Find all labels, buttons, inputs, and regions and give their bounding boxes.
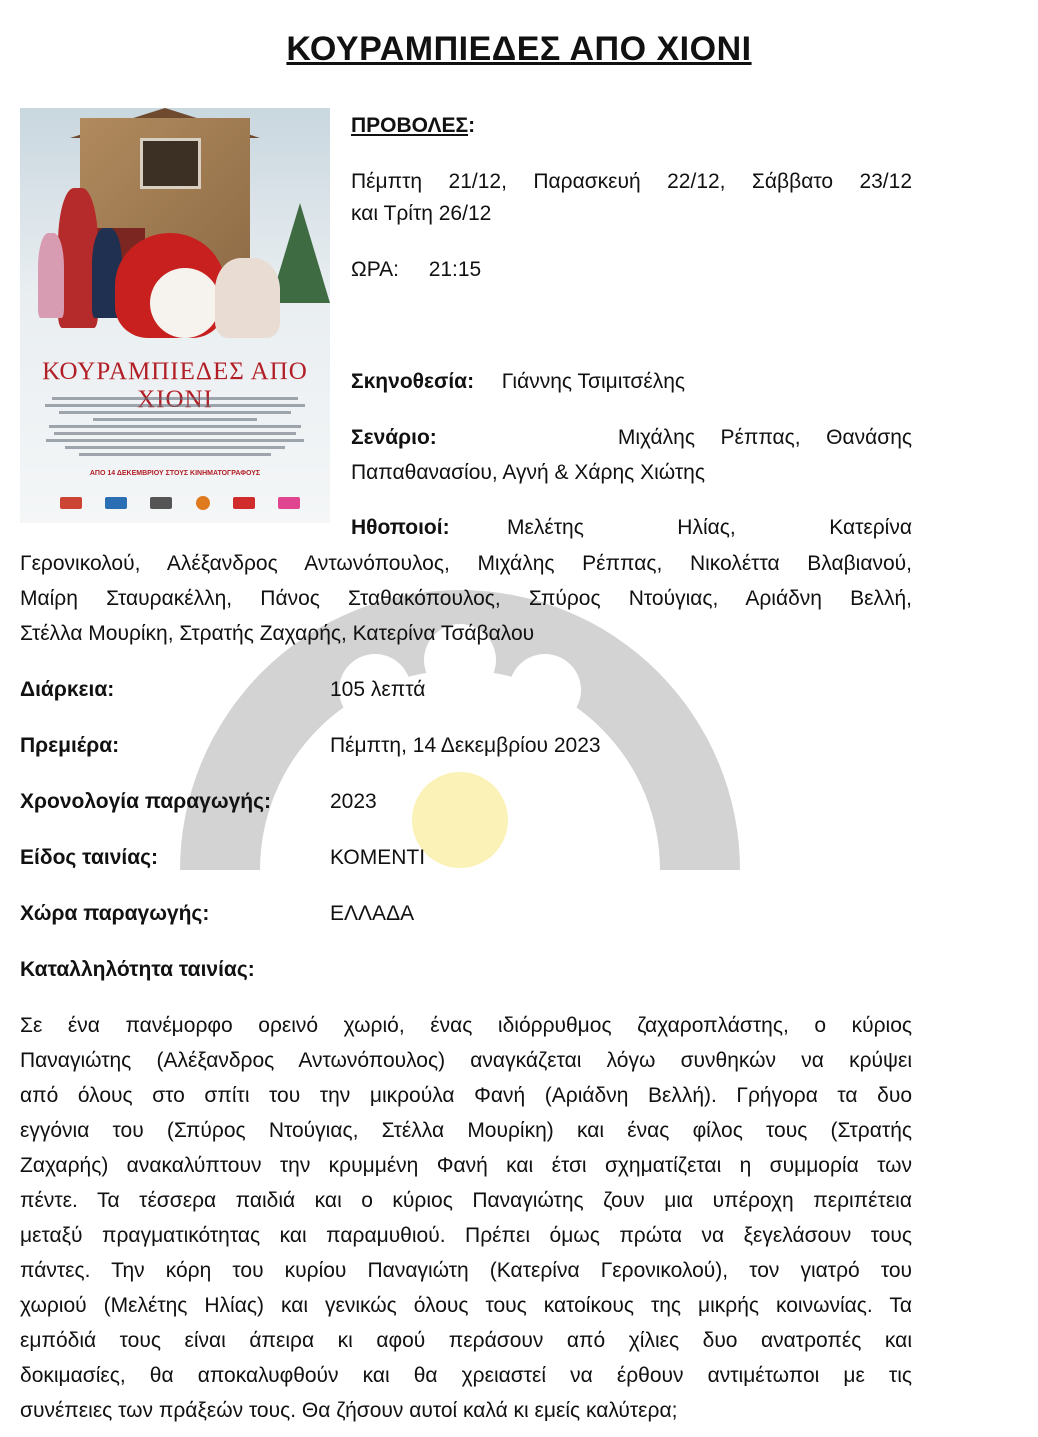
screenplay-value-1: Μιχάλης Ρέππας, Θανάσης	[617, 426, 912, 449]
synopsis-line: Σε ένα πανέμορφο ορεινό χωριό, ένας ιδιόρρυθμος ζαχαροπλάστης, ο κύριος	[20, 1014, 912, 1037]
movie-poster	[20, 108, 330, 523]
cast-line4: Στέλλα Μουρίκη, Στρατής Ζαχαρής, Κατερίνα Τσάβαλου	[20, 622, 535, 645]
synopsis-line: δοκιμασίες, θα αποκαλυφθούν και θα χρειαστεί να έρθουν αντιμέτωποι με τις	[20, 1364, 912, 1387]
suitability-label: Καταλληλότητα ταινίας:	[20, 958, 255, 981]
poster-credits	[38, 393, 312, 460]
poster-release-date: ΑΠΟ 14 ΔΕΚΕΜΒΡΙΟΥ ΣΤΟΥΣ ΚΙΝΗΜΑΤΟΓΡΑΦΟΥΣ	[89, 470, 261, 477]
synopsis-line: Ζαχαρής) ανακαλύπτουν την κρυμμένη Φανή και έτσι σχηματίζεται η συμμορία των	[20, 1154, 912, 1177]
screenplay-line1	[351, 420, 912, 455]
genre-label: Είδος ταινίας:	[20, 846, 159, 869]
synopsis-line: Παναγιώτης (Αλέξανδρος Αντωνόπουλος) αναγκάζεται λόγω συνθηκών να κρύψει	[20, 1049, 912, 1072]
country-label: Χώρα παραγωγής:	[20, 902, 210, 925]
poster-title: ΚΟΥΡΑΜΠΙΕΔΕΣ ΑΠΟ	[42, 358, 308, 385]
duration-label: Διάρκεια:	[20, 678, 115, 701]
director-row	[351, 364, 685, 399]
production-year-label: Χρονολογία παραγωγής:	[20, 790, 271, 813]
poster-window	[140, 138, 201, 189]
country-value: ΕΛΛΑΔΑ	[330, 902, 415, 925]
poster-figure-girl	[215, 258, 280, 338]
poster-sponsor-logos	[60, 493, 300, 513]
screening-dates-line2: και Τρίτη 26/12	[351, 202, 492, 225]
director-label: Σκηνοθεσία:	[351, 370, 475, 393]
cast-value-1: Μελέτης Ηλίας, Κατερίνα	[507, 516, 912, 539]
page-title: ΚΟΥΡΑΜΠΙΕΔΕΣ ΑΠΟ ΧΙΟΝΙ	[286, 30, 752, 68]
time-label: ΩΡΑ:	[351, 258, 399, 281]
synopsis-line: από όλους στο σπίτι του την μικρούλα Φανή (Αριάδνη Βελλή). Γρήγορα τα δυο	[20, 1084, 912, 1107]
time-value: 21:15	[428, 258, 482, 281]
cast-line2: Γερονικολού, Αλέξανδρος Αντωνόπουλος, Μιχάλης Ρέππας, Νικολέττα Βλαβιανού,	[20, 552, 912, 575]
synopsis-line: χωριού (Μελέτης Ηλίας) και γενικώς όλους τους κατοίκους της μικρής κοινωνίας. Τα	[20, 1294, 912, 1317]
premiere-label: Πρεμιέρα:	[20, 734, 120, 757]
synopsis-line: εγγόνια του (Σπύρος Ντούγιας, Στέλλα Μουρίκη) και ένας φίλος τους (Στρατής	[20, 1119, 912, 1142]
production-year-value: 2023	[330, 790, 377, 813]
screenplay-line2: Παπαθανασίου, Αγνή & Χάρης Χιώτης	[351, 461, 705, 484]
synopsis-line: πάντες. Την κόρη του κυρίου Παναγιώτη (Κατερίνα Γερονικολού), τον γιατρό του	[20, 1259, 912, 1282]
screening-dates-line1: Πέμπτη 21/12, Παρασκευή 22/12, Σάββατο 23/12	[351, 170, 912, 193]
synopsis-line: εμπόδιά τους είναι άπειρα κι αφού περάσουν από χίλιες δυο ανατροπές και	[20, 1329, 912, 1352]
cast-line3: Μαίρη Σταυρακέλλη, Πάνος Σταθακόπουλος, Σπύρος Ντούγιας, Αριάδνη Βελλή,	[20, 587, 912, 610]
synopsis-line: πέντε. Τα τέσσερα παιδιά και ο κύριος Παναγιώτης ζουν μια υπέροχη περιπέτεια	[20, 1189, 912, 1212]
poster-santa-beard	[150, 268, 220, 338]
screenplay-label: Σενάριο:	[351, 426, 437, 449]
genre-value: ΚΟΜΕΝΤΙ	[330, 846, 426, 869]
duration-value: 105 λεπτά	[330, 678, 426, 701]
synopsis-line: συνέπειες των πράξεών τους. Θα ζήσουν αυτοί καλά κι εμείς καλύτερα;	[20, 1399, 678, 1422]
cast-label: Ηθοποιοί:	[351, 516, 450, 539]
poster-figure-child	[38, 233, 64, 318]
screening-time	[351, 252, 481, 287]
screenings-heading: ΠΡΟΒΟΛΕΣ:	[351, 114, 476, 137]
cast-line1	[351, 510, 912, 545]
premiere-value: Πέμπτη, 14 Δεκεμβρίου 2023	[330, 734, 601, 757]
synopsis-line: μεταξύ πραγματικότητας και παραμυθιού. Πρέπει όμως πρώτα να ξεγελάσουν τους	[20, 1224, 912, 1247]
director-value: Γιάννης Τσιμιτσέλης	[501, 370, 686, 393]
